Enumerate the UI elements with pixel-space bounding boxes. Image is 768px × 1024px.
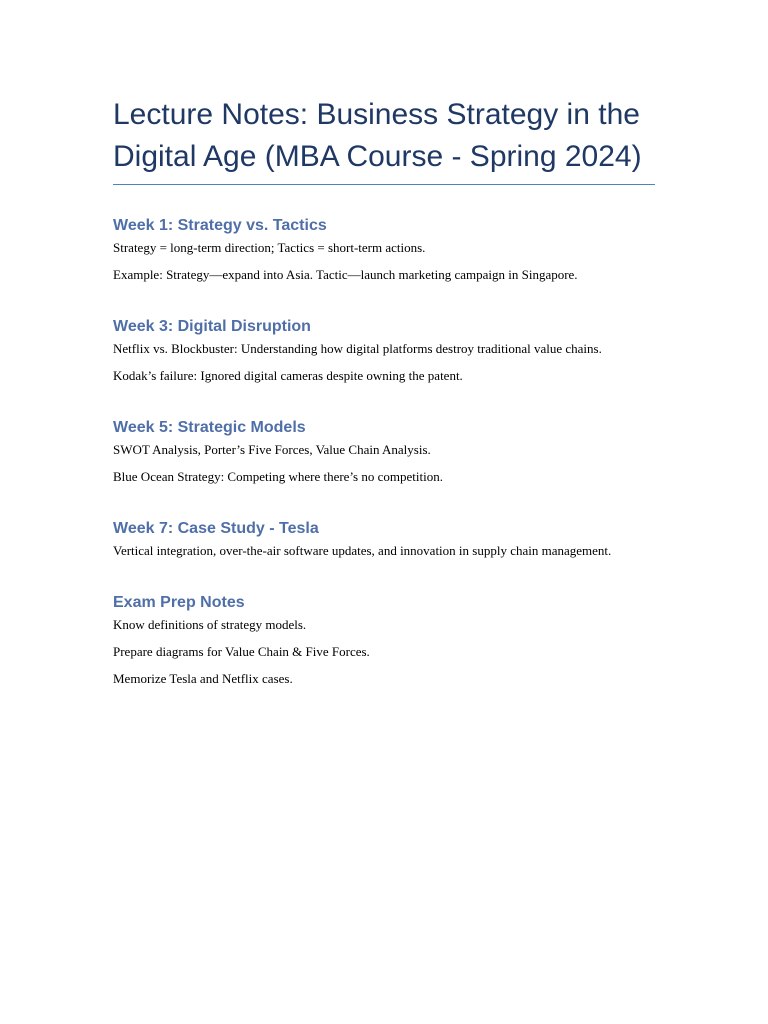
section-paragraph: Strategy = long-term direction; Tactics = short-term actions.: [113, 240, 426, 255]
section-exam-prep: [113, 593, 655, 688]
section-paragraph: Kodak’s failure: Ignored digital cameras despite owning the patent.: [113, 368, 463, 383]
document-page: [113, 94, 655, 688]
section-paragraph: Know definitions of strategy models.: [113, 617, 307, 632]
section-heading: Week 1: Strategy vs. Tactics: [113, 217, 327, 234]
section-heading: Exam Prep Notes: [113, 594, 245, 611]
section-heading: Week 5: Strategic Models: [113, 419, 306, 436]
section-paragraph: Memorize Tesla and Netflix cases.: [113, 671, 293, 686]
section-heading: Week 7: Case Study - Tesla: [113, 520, 319, 537]
section-paragraph: Blue Ocean Strategy: Competing where there’s no competition.: [113, 469, 443, 484]
section-paragraph: SWOT Analysis, Porter’s Five Forces, Value Chain Analysis.: [113, 442, 431, 457]
section-heading: Week 3: Digital Disruption: [113, 318, 311, 335]
section-week-1: [113, 216, 655, 284]
section-paragraph: Example: Strategy—expand into Asia. Tactic—launch marketing campaign in Singapore.: [113, 267, 578, 282]
section-week-5: [113, 418, 655, 486]
section-week-3: [113, 317, 655, 385]
section-week-7: [113, 519, 655, 560]
section-paragraph: Netflix vs. Blockbuster: Understanding how digital platforms destroy traditional value chains.: [113, 341, 602, 356]
section-paragraph: Vertical integration, over-the-air software updates, and innovation in supply chain management.: [113, 543, 612, 558]
section-paragraph: Prepare diagrams for Value Chain & Five Forces.: [113, 644, 370, 659]
document-title: Lecture Notes: Business Strategy in the Digital Age (MBA Course - Spring 2024): [113, 94, 655, 185]
